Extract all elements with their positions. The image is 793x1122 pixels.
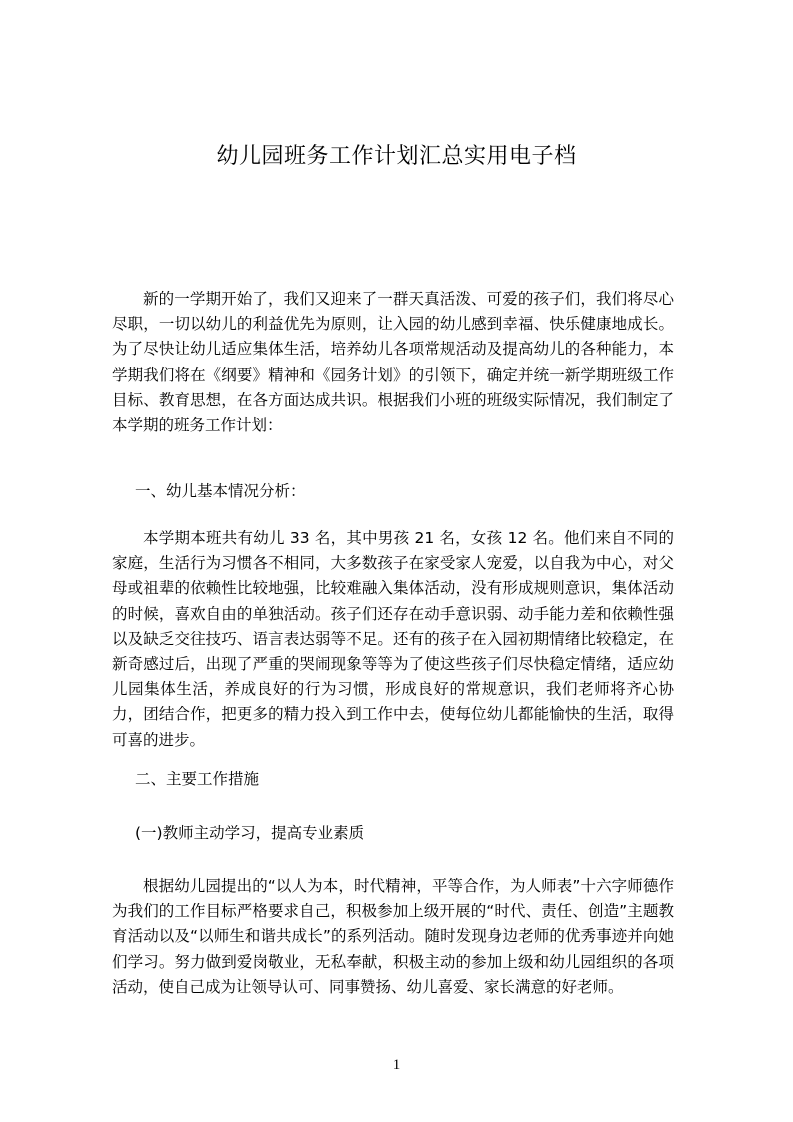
- analysis-paragraph: 本学期本班共有幼儿 33 名，其中男孩 21 名，女孩 12 名。他们来自不同的家庭，生活行为习惯各不相同，大多数孩子在家受家人宠爱，以自我为中心，对父母或祖辈的依赖性比较地强，比较难融入集体活动，没有形成规则意识，集体活动的时候，喜欢自由的单独活动。孩子们还存在动手意识弱、动手能力差和依赖性强以及缺乏交往技巧、语言表达弱等不足。还有的孩子在入园初期情绪比较稳定，在新奇感过后，出现了严重的哭闹现象等等为了使这些孩子们尽快稳定情绪，适应幼儿园集体生活，养成良好的行为习惯，形成良好的常规意识，我们老师将齐心协力，团结合作，把更多的精力投入到工作中去，使每位幼儿都能愉快的生活，取得可喜的进步。: [112, 529, 674, 749]
- teacher-study-paragraph: 根据幼儿园提出的“以人为本，时代精神，平等合作，为人师表”十六字师德作为我们的工作目标严格要求自己，积极参加上级开展的“时代、责任、创造”主题教育活动以及“以师生和谐共成长”的系列活动。随时发现身边老师的优秀事迹并向她们学习。努力做到爱岗敬业，无私奉献，积极主动的参加上级和幼儿园组织的各项活动，使自己成为让领导认可、同事赞扬、幼儿喜爱、家长满意的好老师。: [112, 877, 674, 996]
- subsection-heading-teacher-study: (一)教师主动学习，提高专业素质: [135, 824, 365, 842]
- page-number: 1: [392, 1057, 401, 1073]
- section-heading-main-measures: 二、主要工作措施: [135, 770, 260, 788]
- document-title: 幼儿园班务工作计划汇总实用电子档: [216, 144, 577, 169]
- section-heading-child-analysis: 一、幼儿基本情况分析：: [135, 482, 306, 500]
- intro-paragraph: 新的一学期开始了，我们又迎来了一群天真活泼、可爱的孩子们，我们将尽心尽职，一切以幼儿的利益优先为原则，让入园的幼儿感到幸福、快乐健康地成长。为了尽快让幼儿适应集体生活，培养幼儿各项常规活动及提高幼儿的各种能力，本学期我们将在《纲要》精神和《园务计划》的引领下，确定并统一新学期班级工作目标、教育思想，在各方面达成共识。根据我们小班的班级实际情况，我们制定了本学期的班务工作计划：: [112, 290, 674, 435]
